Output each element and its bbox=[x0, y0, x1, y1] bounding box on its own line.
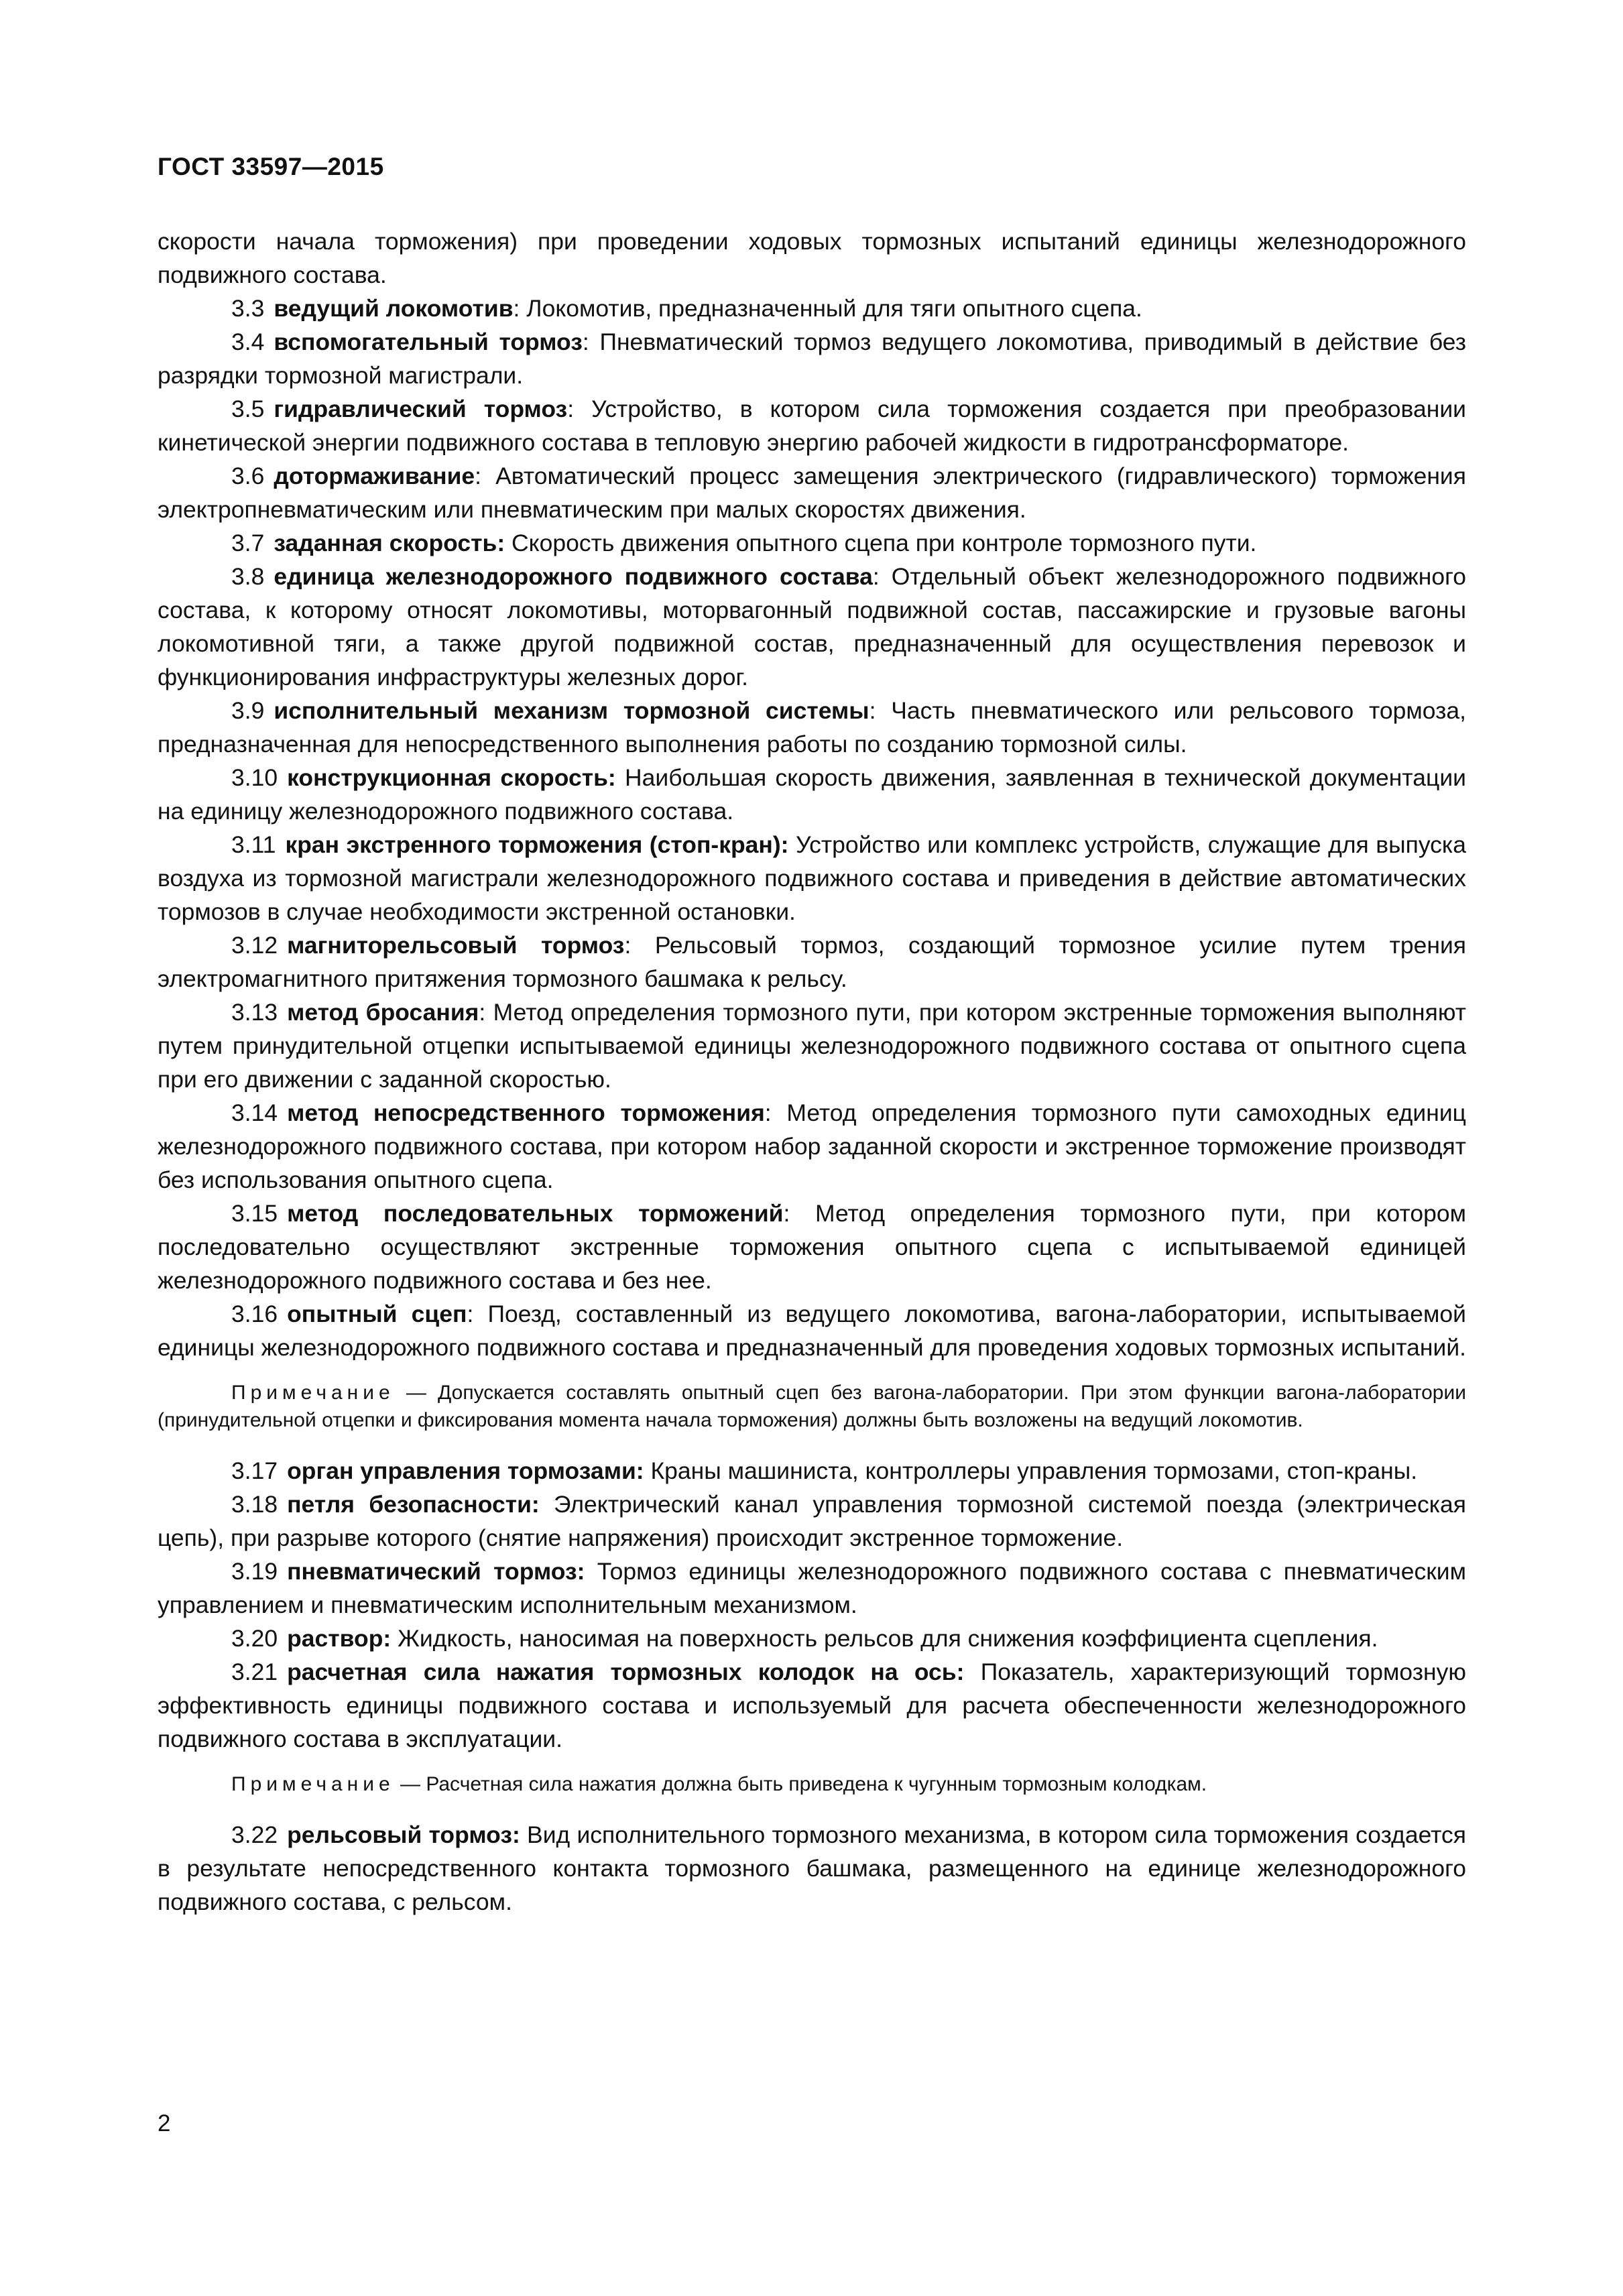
definition-term: рельсовый тормоз: bbox=[287, 1821, 520, 1848]
definition-number: 3.22 bbox=[231, 1821, 278, 1848]
definition-term: дотормаживание bbox=[274, 463, 475, 489]
definition-number: 3.7 bbox=[231, 530, 265, 556]
definition-separator: : bbox=[872, 563, 892, 590]
definition-text: Наибольшая скорость движения, заявленная в технической документации на единицу железнодорожного подвижного состава. bbox=[158, 764, 1466, 825]
definition-text: Отдельный объект железнодорожного подвижного состава, к которому относят локомотивы, моторвагонный подвижной состав, пассажирские и грузовые вагоны локомотивной тяги, а также другой подвижной состав, предназначенный для осуществления перевозок и функционирования инфраструктуры железных дорог. bbox=[158, 563, 1466, 690]
definition-number: 3.19 bbox=[231, 1558, 278, 1585]
definition-separator: : bbox=[513, 295, 527, 322]
definition-separator: : bbox=[869, 697, 892, 724]
note-label: Примечание bbox=[231, 1773, 395, 1795]
definition-term: конструкционная скорость: bbox=[287, 764, 616, 791]
definition-separator bbox=[505, 530, 512, 556]
definition-3-16 bbox=[158, 1297, 1466, 1364]
definition-separator bbox=[540, 1491, 554, 1518]
intro-paragraph: скорости начала торможения) при проведении ходовых тормозных испытаний единицы железнодорожного подвижного состава. bbox=[158, 228, 1466, 288]
definition-term: раствор: bbox=[287, 1625, 392, 1652]
note-text: Допускается составлять опытный сцеп без вагона-лаборатории. При этом функции вагона-лаборатории (принудительной отцепки и фиксирования момента начала торможения) должны быть возложены на ведущий локомотив. bbox=[158, 1382, 1467, 1431]
definition-number: 3.6 bbox=[231, 463, 265, 489]
definition-3-19 bbox=[158, 1555, 1466, 1622]
definition-separator bbox=[644, 1457, 651, 1484]
definition-3-22 bbox=[158, 1818, 1466, 1919]
definition-number: 3.18 bbox=[231, 1491, 278, 1518]
definition-term: кран экстренного торможения (стоп-кран): bbox=[285, 831, 789, 858]
definition-number: 3.11 bbox=[231, 831, 276, 858]
definition-separator: : bbox=[582, 328, 600, 355]
definition-text: Метод определения тормозного пути, при котором экстренные торможения выполняют путем принудительной отцепки испытываемой единицы железнодорожного подвижного состава от опытного сцепа при его движении с заданной скоростью. bbox=[158, 999, 1466, 1093]
definition-text: Вид исполнительного тормозного механизма, в котором сила торможения создается в результате непосредственного контакта тормозного башмака, размещенного на единице железнодорожного подвижного состава, с рельсом. bbox=[158, 1821, 1466, 1915]
definition-3-4 bbox=[158, 325, 1466, 392]
definition-text: Тормоз единицы железнодорожного подвижного состава с пневматическим управлением и пневматическим исполнительным механизмом. bbox=[158, 1558, 1466, 1618]
definition-separator: : bbox=[783, 1200, 815, 1227]
definition-separator bbox=[391, 1625, 398, 1652]
document-body bbox=[158, 225, 1466, 1919]
definition-number: 3.21 bbox=[231, 1658, 278, 1685]
definition-3-3 bbox=[158, 292, 1466, 325]
definition-term: пневматический тормоз: bbox=[287, 1558, 585, 1585]
definition-term: магниторельсовый тормоз bbox=[287, 932, 625, 959]
note-label: Примечание bbox=[231, 1382, 395, 1404]
definition-number: 3.13 bbox=[231, 999, 278, 1026]
note-3-21 bbox=[158, 1770, 1466, 1798]
definition-3-21 bbox=[158, 1655, 1466, 1756]
definition-text: Устройство, в котором сила торможения создается при преобразовании кинетической энергии подвижного состава в тепловую энергию рабочей жидкости в гидротрансформаторе. bbox=[158, 396, 1467, 456]
definition-separator bbox=[789, 831, 796, 858]
definition-3-10 bbox=[158, 761, 1466, 828]
definition-number: 3.10 bbox=[231, 764, 278, 791]
definition-separator bbox=[520, 1821, 527, 1848]
definition-term: гидравлический тормоз bbox=[274, 396, 568, 422]
definition-3-11 bbox=[158, 828, 1466, 928]
note-dash: — bbox=[394, 1773, 426, 1795]
definition-term: ведущий локомотив bbox=[274, 295, 514, 322]
definition-number: 3.14 bbox=[231, 1099, 278, 1126]
definition-3-17 bbox=[158, 1454, 1466, 1488]
note-text: Расчетная сила нажатия должна быть приведена к чугунным тормозным колодкам. bbox=[426, 1773, 1207, 1795]
definition-separator: : bbox=[479, 999, 493, 1026]
definition-term: метод последовательных торможений bbox=[287, 1200, 784, 1227]
page-number: 2 bbox=[158, 2110, 171, 2136]
definition-3-12 bbox=[158, 928, 1466, 995]
note-3-16 bbox=[158, 1379, 1466, 1434]
definition-text: Рельсовый тормоз, создающий тормозное усилие путем трения электромагнитного притяжения тормозного башмака к рельсу. bbox=[158, 932, 1466, 992]
definition-3-18 bbox=[158, 1488, 1466, 1555]
definition-number: 3.4 bbox=[231, 328, 265, 355]
definition-separator: : bbox=[475, 463, 496, 489]
document-header: ГОСТ 33597—2015 bbox=[158, 153, 384, 180]
definition-separator bbox=[616, 764, 625, 791]
definition-3-13 bbox=[158, 995, 1466, 1096]
definition-separator: : bbox=[624, 932, 655, 959]
definition-text: Краны машиниста, контроллеры управления тормозами, стоп-краны. bbox=[650, 1457, 1418, 1484]
definition-number: 3.16 bbox=[231, 1301, 278, 1327]
definition-text: Жидкость, наносимая на поверхность рельсов для снижения коэффициента сцепления. bbox=[398, 1625, 1378, 1652]
definition-3-14 bbox=[158, 1096, 1466, 1197]
definition-separator: : bbox=[467, 1301, 488, 1327]
definition-text: Показатель, характеризующий тормозную эффективность единицы подвижного состава и используемый для расчета обеспеченности железнодорожного подвижного состава в эксплуатации. bbox=[158, 1658, 1467, 1752]
definition-term: расчетная сила нажатия тормозных колодок на ось: bbox=[287, 1658, 965, 1685]
definition-text: Поезд, составленный из ведущего локомотива, вагона-лаборатории, испытываемой единицы железнодорожного подвижного состава и предназначенный для проведения ходовых тормозных испытаний. bbox=[158, 1301, 1467, 1361]
definition-text: Пневматический тормоз ведущего локомотива, приводимый в действие без разрядки тормозной магистрали. bbox=[158, 328, 1466, 389]
definition-3-20 bbox=[158, 1622, 1466, 1655]
definition-term: петля безопасности: bbox=[287, 1491, 540, 1518]
definition-text: Локомотив, предназначенный для тяги опытного сцепа. bbox=[526, 295, 1142, 322]
definition-separator: : bbox=[567, 396, 592, 422]
definition-term: метод бросания bbox=[287, 999, 479, 1026]
definition-3-6 bbox=[158, 459, 1466, 526]
definition-term: метод непосредственного торможения bbox=[287, 1099, 765, 1126]
definition-text: Часть пневматического или рельсового тормоза, предназначенная для непосредственного выполнения работы по созданию тормозной силы. bbox=[158, 697, 1466, 758]
definition-number: 3.20 bbox=[231, 1625, 278, 1652]
definition-separator: : bbox=[764, 1099, 787, 1126]
definition-text: Автоматический процесс замещения электрического (гидравлического) торможения электропневматическим или пневматическим при малых скоростях движения. bbox=[158, 463, 1466, 523]
definition-text: Метод определения тормозного пути самоходных единиц железнодорожного подвижного состава, при котором набор заданной скорости и экстренное торможение производят без использования опытного сцепа. bbox=[158, 1099, 1466, 1193]
definition-separator bbox=[585, 1558, 597, 1585]
definition-term: исполнительный механизм тормозной системы bbox=[274, 697, 869, 724]
definition-number: 3.3 bbox=[231, 295, 265, 322]
definition-3-7 bbox=[158, 526, 1466, 560]
definition-text: Электрический канал управления тормозной системой поезда (электрическая цепь), при разрыве которого (снятие напряжения) происходит экстренное торможение. bbox=[158, 1491, 1466, 1551]
definition-term: орган управления тормозами: bbox=[287, 1457, 644, 1484]
definition-3-5 bbox=[158, 392, 1466, 459]
definition-number: 3.15 bbox=[231, 1200, 278, 1227]
definition-3-9 bbox=[158, 694, 1466, 761]
definition-3-8 bbox=[158, 560, 1466, 694]
definition-number: 3.9 bbox=[231, 697, 265, 724]
definition-number: 3.8 bbox=[231, 563, 265, 590]
definition-term: единица железнодорожного подвижного состава bbox=[274, 563, 873, 590]
definition-term: заданная скорость: bbox=[274, 530, 505, 556]
definition-number: 3.5 bbox=[231, 396, 265, 422]
definition-text: Скорость движения опытного сцепа при контроле тормозного пути. bbox=[512, 530, 1257, 556]
definition-text: Метод определения тормозного пути, при котором последовательно осуществляют экстренные торможения опытного сцепа с испытываемой единицей железнодорожного подвижного состава и без нее. bbox=[158, 1200, 1466, 1294]
definition-text: Устройство или комплекс устройств, служащие для выпуска воздуха из тормозной магистрали железнодорожного подвижного состава и приведения в действие автоматических тормозов в случае необходимости экстренной остановки. bbox=[158, 831, 1466, 925]
definition-term: опытный сцеп bbox=[287, 1301, 467, 1327]
definition-number: 3.17 bbox=[231, 1457, 278, 1484]
note-dash: — bbox=[394, 1382, 438, 1404]
definition-3-15 bbox=[158, 1197, 1466, 1297]
definition-separator bbox=[964, 1658, 980, 1685]
definition-number: 3.12 bbox=[231, 932, 278, 959]
definition-term: вспомогательный тормоз bbox=[274, 328, 583, 355]
